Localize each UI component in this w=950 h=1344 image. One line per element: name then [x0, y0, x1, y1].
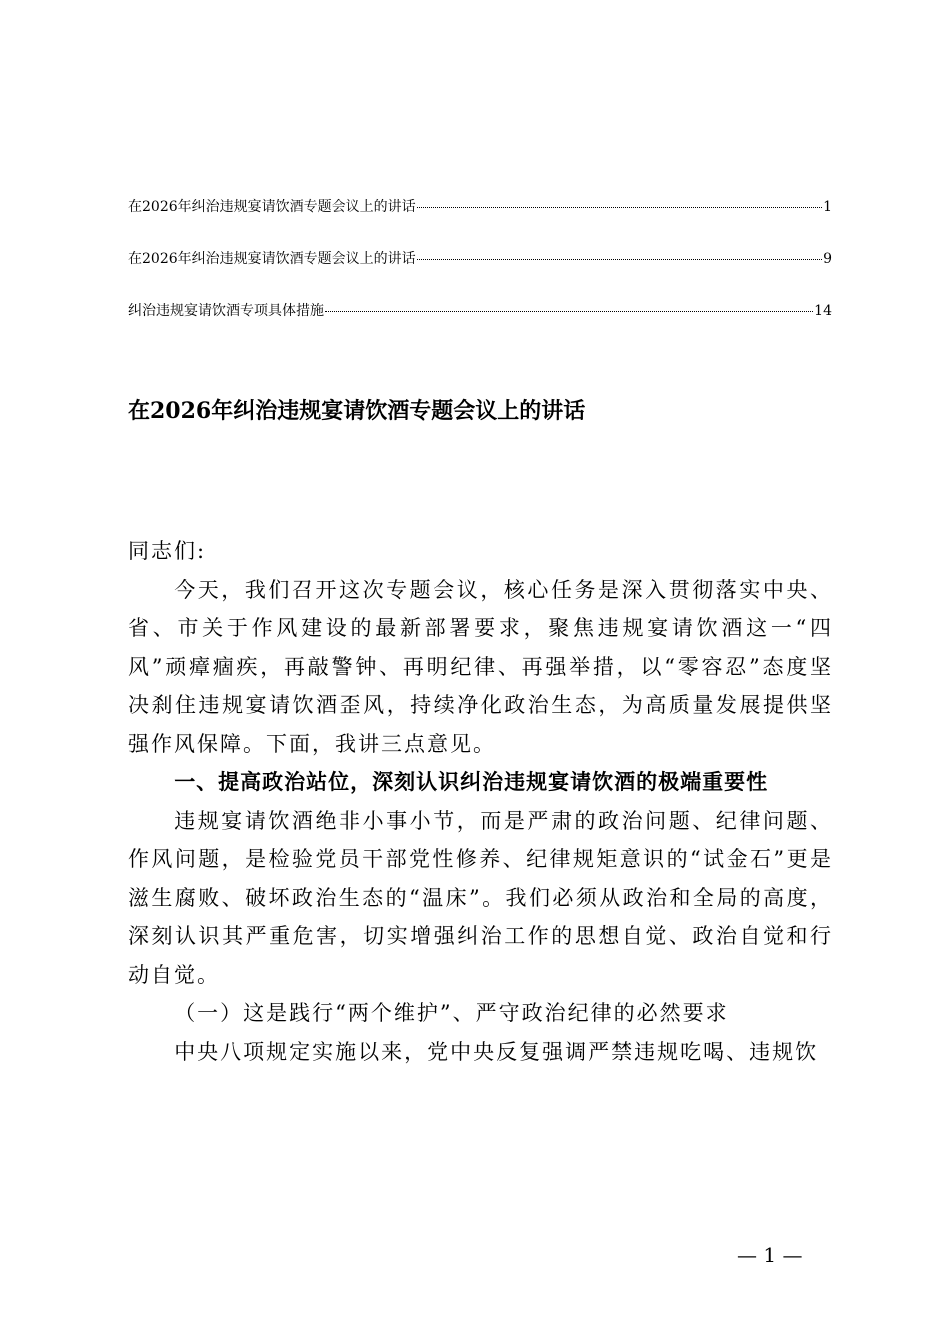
section-paragraph: 违规宴请饮酒绝非小事小节，而是严肃的政治问题、纪律问题、作风问题，是检验党员干部党性修养、纪律规矩意识的“试金石”更是滋生腐败、破坏政治生态的“温床”。我们必须从政治和全局的高度，深刻认识其严重危害，切实增强纠治工作的思想自觉、政治自觉和行动自觉。 [128, 808, 833, 987]
section-heading: 一、提高政治站位，深刻认识纠治违规宴请饮酒的极端重要性 [174, 770, 769, 794]
intro-paragraph: 今天，我们召开这次专题会议，核心任务是深入贯彻落实中央、省、市关于作风建设的最新部署要求，聚焦违规宴请饮酒这一“四风”顽瘴痼疾，再敲警钟、再明纪律、再强举措，以“零容忍”态度坚决刹住违规宴请饮酒歪风，持续净化政治生态，为高质量发展提供坚强作风保障。下面，我讲三点意见。 [128, 577, 833, 756]
toc-entry[interactable] [128, 194, 832, 220]
toc-entry-title: 纠治违规宴请饮酒专项具体措施 [128, 303, 324, 319]
subsection-paragraph: 中央八项规定实施以来，党中央反复强调严禁违规吃喝、违规饮 [174, 1039, 819, 1064]
subsection-heading: （一）这是践行“两个维护”、严守政治纪律的必然要求 [174, 1001, 729, 1025]
toc-entry[interactable] [128, 298, 832, 324]
toc-leader-dots [417, 207, 822, 208]
toc-entry[interactable] [128, 246, 832, 272]
toc-leader-dots [417, 259, 822, 260]
table-of-contents [128, 194, 832, 350]
toc-entry-page: 9 [823, 251, 832, 267]
page-number: — 1 — [737, 1243, 803, 1267]
document-body [128, 532, 833, 1071]
toc-entry-title: 在2026年纠治违规宴请饮酒专题会议上的讲话 [128, 251, 416, 267]
toc-entry-page: 1 [823, 199, 832, 215]
toc-entry-page: 14 [814, 303, 832, 319]
toc-entry-title: 在2026年纠治违规宴请饮酒专题会议上的讲话 [128, 199, 416, 215]
salutation: 同志们: [128, 539, 207, 563]
toc-leader-dots [325, 311, 813, 312]
document-title: 在2026年纠治违规宴请饮酒专题会议上的讲话 [128, 398, 586, 424]
